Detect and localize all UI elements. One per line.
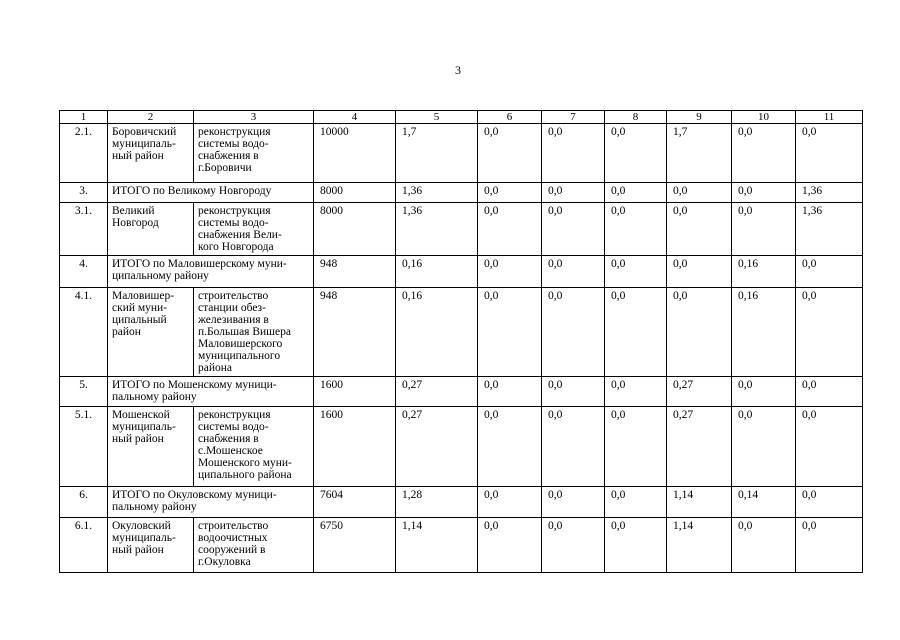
value-cell: 8000 [314,183,396,203]
value-cell: 0,0 [478,256,542,288]
row-number: 4.1. [60,288,108,377]
value-cell: 0,0 [732,377,796,407]
value-cell: 1,28 [396,487,478,518]
column-header: 5 [396,111,478,124]
municipality-name: Великий Новгород [108,203,194,256]
project-description: реконструкция системы водо- снабжения Вели- кого Новгорода [194,203,314,256]
value-cell: 0,0 [478,124,542,183]
table-row-total [60,183,863,203]
value-cell: 0,0 [732,183,796,203]
column-header: 11 [796,111,863,124]
value-cell: 0,0 [732,203,796,256]
value-cell: 0,0 [542,407,605,487]
value-cell: 0,16 [396,256,478,288]
value-cell: 0,0 [478,377,542,407]
value-cell: 0,0 [732,407,796,487]
value-cell: 0,0 [605,256,667,288]
value-cell: 0,0 [542,203,605,256]
project-description: строительство станции обез- железивания в п.Большая Вишера Маловишерского муниципального района [194,288,314,377]
table-row-total [60,487,863,518]
value-cell: 1,36 [796,203,863,256]
project-description: строительство водоочистных сооружений в г.Окуловка [194,518,314,573]
row-number: 6.1. [60,518,108,573]
value-cell: 0,0 [667,183,732,203]
row-number: 3.1. [60,203,108,256]
value-cell: 0,0 [542,256,605,288]
value-cell: 0,0 [796,518,863,573]
row-number: 2.1. [60,124,108,183]
total-label: ИТОГО по Великому Новгороду [108,183,314,203]
table-row [60,124,863,183]
value-cell: 0,0 [796,288,863,377]
value-cell: 0,27 [667,377,732,407]
value-cell: 0,0 [796,377,863,407]
value-cell: 0,16 [732,288,796,377]
value-cell: 1,14 [667,518,732,573]
total-label: ИТОГО по Мошенскому муници- пальному району [108,377,314,407]
value-cell: 7604 [314,487,396,518]
value-cell: 0,14 [732,487,796,518]
value-cell: 1600 [314,377,396,407]
value-cell: 0,0 [542,183,605,203]
value-cell: 0,0 [796,124,863,183]
value-cell: 1,7 [667,124,732,183]
program-table [59,110,863,573]
page-number: 3 [455,63,461,77]
value-cell: 0,0 [478,487,542,518]
municipality-name: Маловишер- ский муни- ципальный район [108,288,194,377]
value-cell: 0,0 [732,124,796,183]
value-cell: 1600 [314,407,396,487]
project-description: реконструкция системы водо- снабжения в г.Боровичи [194,124,314,183]
column-header: 3 [194,111,314,124]
value-cell: 0,27 [396,377,478,407]
value-cell: 0,0 [605,203,667,256]
column-header: 2 [108,111,194,124]
value-cell: 0,0 [478,518,542,573]
column-number-row [60,111,863,124]
value-cell: 1,7 [396,124,478,183]
value-cell: 0,0 [667,256,732,288]
value-cell: 0,0 [542,288,605,377]
project-description: реконструкция системы водо- снабжения в с.Мошенское Мошенского муни- ципального района [194,407,314,487]
municipality-name: Окуловский муниципаль- ный район [108,518,194,573]
value-cell: 0,16 [732,256,796,288]
value-cell: 0,0 [478,288,542,377]
value-cell: 0,0 [478,407,542,487]
value-cell: 10000 [314,124,396,183]
column-header: 7 [542,111,605,124]
value-cell: 948 [314,256,396,288]
column-header: 1 [60,111,108,124]
municipality-name: Мошенской муниципаль- ный район [108,407,194,487]
value-cell: 948 [314,288,396,377]
value-cell: 1,36 [396,183,478,203]
value-cell: 0,0 [605,288,667,377]
value-cell: 0,0 [667,288,732,377]
value-cell: 0,0 [478,203,542,256]
value-cell: 0,0 [796,487,863,518]
value-cell: 1,36 [796,183,863,203]
row-number: 3. [60,183,108,203]
value-cell: 0,0 [605,407,667,487]
column-header: 4 [314,111,396,124]
value-cell: 0,0 [478,183,542,203]
column-header: 8 [605,111,667,124]
row-number: 6. [60,487,108,518]
value-cell: 0,0 [542,487,605,518]
table-row [60,203,863,256]
value-cell: 0,27 [667,407,732,487]
value-cell: 1,36 [396,203,478,256]
row-number: 5.1. [60,407,108,487]
value-cell: 0,27 [396,407,478,487]
value-cell: 0,0 [605,377,667,407]
value-cell: 0,16 [396,288,478,377]
column-header: 9 [667,111,732,124]
value-cell: 1,14 [396,518,478,573]
table-row [60,518,863,573]
total-label: ИТОГО по Окуловскому муници- пальному району [108,487,314,518]
value-cell: 0,0 [732,518,796,573]
row-number: 4. [60,256,108,288]
row-number: 5. [60,377,108,407]
municipality-name: Боровичский муниципаль- ный район [108,124,194,183]
table-row [60,288,863,377]
value-cell: 8000 [314,203,396,256]
value-cell: 0,0 [796,256,863,288]
value-cell: 0,0 [796,407,863,487]
value-cell: 0,0 [542,518,605,573]
value-cell: 0,0 [605,487,667,518]
column-header: 6 [478,111,542,124]
value-cell: 0,0 [542,377,605,407]
table-row-total [60,377,863,407]
value-cell: 0,0 [605,518,667,573]
value-cell: 0,0 [667,203,732,256]
value-cell: 0,0 [605,183,667,203]
value-cell: 1,14 [667,487,732,518]
column-header: 10 [732,111,796,124]
table-row [60,407,863,487]
table-row-total [60,256,863,288]
value-cell: 6750 [314,518,396,573]
total-label: ИТОГО по Маловишерскому муни- ципальному району [108,256,314,288]
value-cell: 0,0 [542,124,605,183]
value-cell: 0,0 [605,124,667,183]
